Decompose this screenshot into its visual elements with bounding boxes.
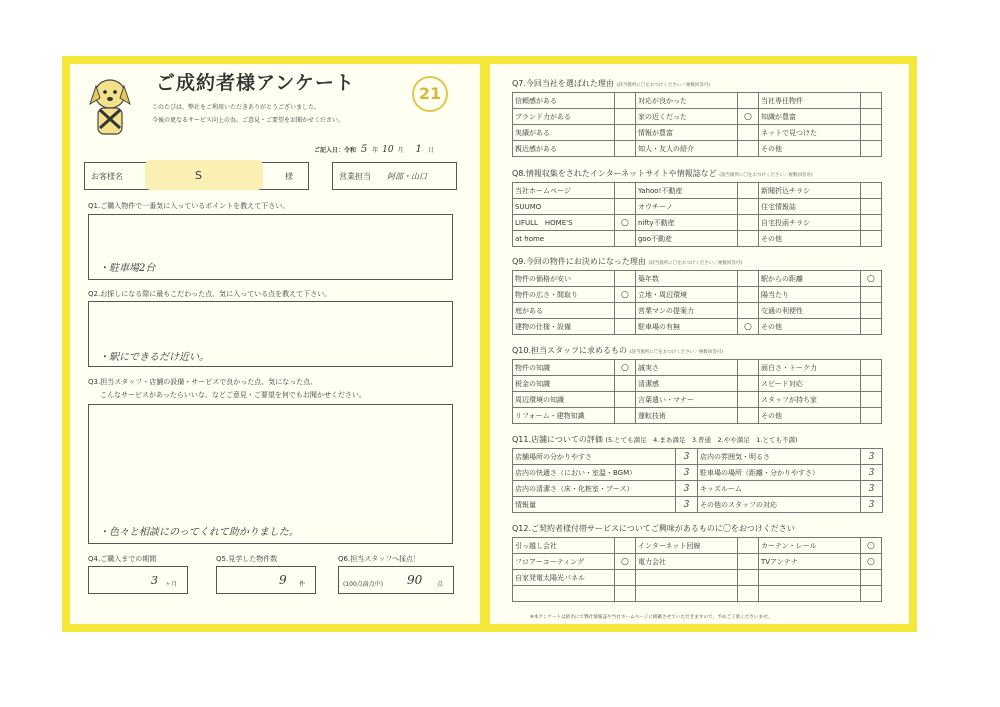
option-checkbox[interactable]: [860, 125, 881, 141]
option-checkbox[interactable]: ○: [614, 215, 635, 231]
q3-question-line2: こんなサービスがあったらいいな、などご意見・ご要望を何でもお聞かせください。: [100, 391, 366, 399]
option-label: スタッフが持ち家: [758, 392, 860, 408]
option-checkbox[interactable]: [860, 392, 881, 408]
dog-mascot-icon: [86, 70, 138, 142]
q5-question: Q5.見学した物件数: [216, 555, 278, 563]
option-label: at home: [513, 231, 615, 247]
option-checkbox[interactable]: [860, 360, 881, 376]
q3-answer: ・色々と相談にのってくれて助かりました。: [99, 527, 299, 538]
rating-label: 店内の清潔さ（床・化粧室・ブース）: [513, 481, 676, 497]
option-label: 自家発電太陽光パネル: [513, 570, 615, 586]
option-label: 運転技術: [635, 408, 737, 424]
option-label: ブランド力がある: [513, 109, 615, 125]
table-row: [513, 570, 882, 586]
table-row: [513, 360, 882, 376]
q11-scale: (5.とても満足 4.まあ満足 3.普通 2.やや満足 1.とても不満): [605, 436, 798, 444]
option-checkbox[interactable]: [860, 586, 881, 602]
greeting-line-2: 今後の更なるサービス向上の為、ご意見・ご要望をお聞かせください。: [152, 117, 345, 124]
option-label: 親近感がある: [513, 141, 615, 157]
badge-text: 21: [418, 84, 442, 103]
q6-note: (100点満点中): [343, 581, 384, 588]
option-label: TVアンテナ: [758, 554, 860, 570]
rating-score[interactable]: 3: [861, 481, 883, 497]
q10-options-table: [512, 359, 882, 424]
table-row: [513, 408, 882, 424]
option-label: リフォーム・建物知識: [513, 408, 615, 424]
rating-label: キッズルーム: [698, 481, 861, 497]
option-checkbox[interactable]: [614, 93, 635, 109]
option-label: 交通の利便性: [758, 303, 860, 319]
option-checkbox[interactable]: [614, 199, 635, 215]
option-label: nifty不動産: [635, 215, 737, 231]
rating-label: 駐車場の場所（距離・分かりやすさ）: [698, 465, 861, 481]
option-checkbox[interactable]: [614, 408, 635, 424]
rating-score[interactable]: 3: [861, 465, 883, 481]
staff-label: 営業担当: [339, 172, 371, 181]
option-checkbox[interactable]: [737, 586, 758, 602]
q5-value: 9: [279, 573, 287, 587]
q11-title: Q11.店舗についての評価: [512, 435, 603, 444]
option-label: フロアーコーティング: [513, 554, 615, 570]
option-checkbox[interactable]: [860, 303, 881, 319]
option-label: 周辺環境の知識: [513, 392, 615, 408]
option-checkbox[interactable]: [860, 570, 881, 586]
option-label: カーテン・レール: [758, 538, 860, 554]
option-checkbox[interactable]: [614, 231, 635, 247]
option-checkbox[interactable]: [737, 271, 758, 287]
option-checkbox[interactable]: [614, 125, 635, 141]
table-row: [513, 481, 883, 497]
option-checkbox[interactable]: [614, 271, 635, 287]
customer-name: S: [195, 169, 202, 182]
option-label: 当社ホームページ: [513, 183, 615, 199]
option-label: オウチーノ: [635, 199, 737, 215]
option-checkbox[interactable]: [737, 93, 758, 109]
option-checkbox[interactable]: [737, 360, 758, 376]
option-checkbox[interactable]: [737, 554, 758, 570]
q3-question-line1: Q3.担当スタッフ・店舗の設備・サービスで良かった点、気になった点、: [88, 378, 318, 386]
survey-right-panel: [490, 64, 909, 624]
option-label: スピード対応: [758, 376, 860, 392]
option-checkbox[interactable]: [614, 183, 635, 199]
q6-answer-box: [338, 566, 454, 594]
q11-ratings-table: [512, 448, 883, 513]
option-checkbox[interactable]: [737, 392, 758, 408]
option-checkbox[interactable]: [860, 408, 881, 424]
rating-label: 店内の雰囲気・明るさ: [698, 449, 861, 465]
option-label: SUUMO: [513, 199, 615, 215]
option-checkbox[interactable]: [737, 538, 758, 554]
q3-answer-box: [88, 404, 453, 544]
option-label: 信頼感がある: [513, 93, 615, 109]
table-row: [513, 303, 882, 319]
rating-label: 店舗場所の分かりやすさ: [513, 449, 676, 465]
option-checkbox[interactable]: [614, 570, 635, 586]
option-label: LIFULL HOME'S: [513, 215, 615, 231]
table-row: [513, 271, 882, 287]
q4-unit: ヶ月: [165, 581, 178, 588]
option-label: 知識が豊富: [758, 109, 860, 125]
option-label: [635, 586, 737, 602]
q9-options-table: [512, 270, 882, 335]
q1-answer: ・駐車場2台: [99, 263, 156, 274]
option-checkbox[interactable]: ○: [860, 538, 881, 554]
date-prefix: ご記入日：令和: [314, 147, 357, 154]
rating-score[interactable]: 3: [861, 497, 883, 513]
option-label: Yahoo!不動産: [635, 183, 737, 199]
option-checkbox[interactable]: [737, 376, 758, 392]
option-label: [758, 570, 860, 586]
option-label: goo不動産: [635, 231, 737, 247]
table-row: [513, 215, 882, 231]
option-label: 面白さ・トーク力: [758, 360, 860, 376]
table-row: [513, 392, 882, 408]
option-label: [513, 586, 615, 602]
option-label: 実績がある: [513, 125, 615, 141]
option-checkbox[interactable]: [614, 376, 635, 392]
option-checkbox[interactable]: [614, 141, 635, 157]
option-label: その他: [758, 141, 860, 157]
option-checkbox[interactable]: [860, 287, 881, 303]
staff-box: [332, 162, 457, 190]
survey-title: ご成約者様アンケート: [156, 72, 355, 94]
rating-label: 店内の快適さ（におい・室温・BGM）: [513, 465, 676, 481]
option-label: 知人・友人の紹介: [635, 141, 737, 157]
option-checkbox[interactable]: [860, 319, 881, 335]
option-label: 引っ越し会社: [513, 538, 615, 554]
name-highlight: [145, 160, 263, 190]
survey-left-panel: [70, 64, 480, 624]
option-checkbox[interactable]: ○: [614, 554, 635, 570]
q7-note: (該当箇所に〇をおつけください／複数回答可): [616, 83, 710, 88]
q12-title-row: [512, 523, 795, 534]
option-label: [635, 570, 737, 586]
table-row: [513, 183, 882, 199]
date-day-unit: 日: [427, 147, 434, 154]
option-label: その他: [758, 231, 860, 247]
table-row: [513, 93, 882, 109]
option-label: 庭がある: [513, 303, 615, 319]
option-label: インターネット回線: [635, 538, 737, 554]
option-label: 物件の広さ・間取り: [513, 287, 615, 303]
q4-answer-box: [88, 566, 188, 594]
q8-title: Q8.情報収集をされたインターネットサイトや情報誌など: [512, 169, 717, 178]
q8-options-table: [512, 182, 882, 247]
option-checkbox[interactable]: ○: [860, 554, 881, 570]
date-month-unit: 月: [397, 147, 404, 154]
q2-question: Q2.お探しになる際に最もこだわった点、気に入っている点を教えて下さい。: [88, 290, 332, 298]
table-row: [513, 231, 882, 247]
q1-question: Q1.ご購入物件で一番気に入っているポイントを教えて下さい。: [88, 202, 290, 210]
rating-label: 情報量: [513, 497, 676, 513]
option-label: 新聞折込チラシ: [758, 183, 860, 199]
table-row: [513, 199, 882, 215]
date-year: 5: [360, 144, 368, 155]
option-checkbox[interactable]: [737, 570, 758, 586]
option-label: 家の近くだった: [635, 109, 737, 125]
q7-title-row: [512, 78, 710, 89]
option-checkbox[interactable]: [614, 319, 635, 335]
option-checkbox[interactable]: [614, 586, 635, 602]
table-row: [513, 125, 882, 141]
option-checkbox[interactable]: [614, 303, 635, 319]
table-row: [513, 287, 882, 303]
table-row: [513, 319, 882, 335]
q6-unit: 点: [437, 581, 444, 588]
option-label: 言葉遣い・マナー: [635, 392, 737, 408]
option-checkbox[interactable]: [860, 93, 881, 109]
q10-note: (該当箇所に〇をおつけください／複数回答可): [629, 350, 724, 355]
q6-question: Q6.担当スタッフへ採点！: [338, 555, 421, 563]
option-label: 対応が良かった: [635, 93, 737, 109]
table-row: [513, 586, 882, 602]
option-checkbox[interactable]: [614, 392, 635, 408]
q5-unit: 件: [299, 581, 306, 588]
table-row: [513, 141, 882, 157]
q12-title: Q12.ご契約者様付帯サービスについてご興味があるものに〇をおつけください: [512, 524, 795, 533]
rating-score[interactable]: 3: [861, 449, 883, 465]
customer-name-box: [84, 162, 309, 190]
q10-title-row: [512, 345, 723, 356]
option-checkbox[interactable]: [737, 215, 758, 231]
option-label: その他: [758, 408, 860, 424]
rating-label: その他のスタッフの対応: [698, 497, 861, 513]
q7-options-table: [512, 92, 882, 157]
option-checkbox[interactable]: [737, 303, 758, 319]
option-checkbox[interactable]: [737, 287, 758, 303]
rating-score[interactable]: 3: [676, 481, 698, 497]
option-label: 清潔感: [635, 376, 737, 392]
option-checkbox[interactable]: [737, 141, 758, 157]
option-checkbox[interactable]: [737, 408, 758, 424]
option-label: [758, 586, 860, 602]
date-row: [314, 144, 434, 155]
option-checkbox[interactable]: [737, 125, 758, 141]
option-label: 電力会社: [635, 554, 737, 570]
option-checkbox[interactable]: [860, 109, 881, 125]
q2-answer: ・駅にできるだけ近い。: [99, 352, 209, 363]
option-checkbox[interactable]: [614, 109, 635, 125]
option-checkbox[interactable]: [860, 183, 881, 199]
option-label: 立地・周辺環境: [635, 287, 737, 303]
option-checkbox[interactable]: ○: [737, 319, 758, 335]
q11-title-row: [512, 434, 798, 445]
q2-answer-box: [88, 301, 453, 367]
q1-answer-box: [88, 214, 453, 280]
date-year-unit: 年: [372, 147, 379, 154]
option-label: 自宅投函チラシ: [758, 215, 860, 231]
option-label: 陽当たり: [758, 287, 860, 303]
q4-value: 3: [151, 574, 158, 587]
option-label: 当社専任物件: [758, 93, 860, 109]
q5-answer-box: [216, 566, 316, 594]
option-label: ネットで見つけた: [758, 125, 860, 141]
option-label: 建物の仕様・設備: [513, 319, 615, 335]
customer-label: お客様名: [91, 172, 123, 181]
option-checkbox[interactable]: [614, 538, 635, 554]
table-row: [513, 465, 883, 481]
option-checkbox[interactable]: [737, 199, 758, 215]
option-checkbox[interactable]: [737, 231, 758, 247]
date-day: 1: [415, 144, 422, 155]
option-checkbox[interactable]: ○: [737, 109, 758, 125]
option-checkbox[interactable]: [860, 215, 881, 231]
option-label: 駐車場の有無: [635, 319, 737, 335]
q10-title: Q10.担当スタッフに求めるもの: [512, 346, 628, 355]
option-checkbox[interactable]: [737, 183, 758, 199]
footer-note: ※本アンケートは匿名にて弊社情報誌や当社ホームページに掲載させていただきますので、予めご了承くださいませ。: [530, 615, 773, 620]
customer-suffix: 様: [285, 172, 293, 181]
q8-note: (該当箇所に〇をおつけください／複数回答可): [719, 173, 813, 178]
q9-title-row: [512, 256, 742, 267]
q8-title-row: [512, 168, 813, 179]
table-row: [513, 449, 883, 465]
option-label: 築年数: [635, 271, 737, 287]
option-checkbox[interactable]: ○: [860, 271, 881, 287]
q9-note: (該当箇所に〇をおつけください／複数回答可): [648, 261, 742, 266]
option-label: 営業マンの提案力: [635, 303, 737, 319]
option-checkbox[interactable]: [860, 199, 881, 215]
rating-score[interactable]: 3: [676, 497, 698, 513]
option-checkbox[interactable]: [860, 141, 881, 157]
table-row: [513, 376, 882, 392]
option-label: 税金の知識: [513, 376, 615, 392]
option-label: 物件の価格が安い: [513, 271, 615, 287]
greeting-line-1: このたびは、弊社をご利用いただきありがとうございました。: [152, 104, 321, 111]
option-label: 誠実さ: [635, 360, 737, 376]
table-row: [513, 497, 883, 513]
table-row: [513, 109, 882, 125]
table-row: [513, 538, 882, 554]
option-label: 情報が豊富: [635, 125, 737, 141]
option-checkbox[interactable]: ○: [614, 287, 635, 303]
option-checkbox[interactable]: [860, 231, 881, 247]
option-checkbox[interactable]: [860, 376, 881, 392]
date-month: 10: [382, 145, 394, 155]
option-label: 住宅情報誌: [758, 199, 860, 215]
q6-value: 90: [407, 573, 423, 587]
q9-title: Q9.今回の物件にお決めになった理由: [512, 257, 646, 266]
option-checkbox[interactable]: ○: [614, 360, 635, 376]
rating-score[interactable]: 3: [676, 465, 698, 481]
option-label: 駅からの距離: [758, 271, 860, 287]
rating-score[interactable]: 3: [676, 449, 698, 465]
option-label: 物件の知識: [513, 360, 615, 376]
q7-title: Q7.今回当社を選ばれた理由: [512, 79, 614, 88]
century21-badge: [412, 76, 448, 112]
table-row: [513, 554, 882, 570]
option-label: その他: [758, 319, 860, 335]
q4-question: Q4.ご購入までの期間: [88, 555, 157, 563]
q12-services-table: [512, 537, 882, 602]
staff-name: 阿部・山口: [387, 172, 427, 181]
